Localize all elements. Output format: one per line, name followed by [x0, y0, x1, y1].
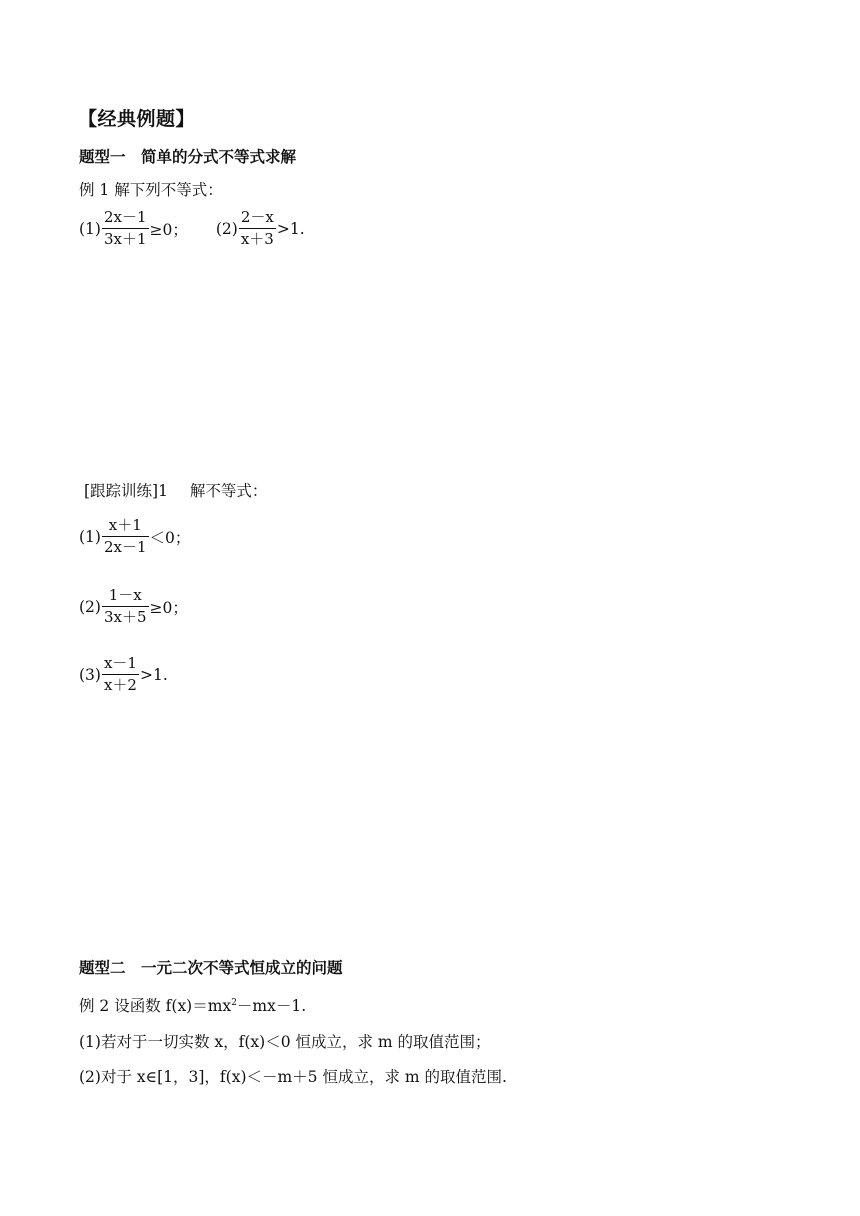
- practice1-item3: [79, 656, 168, 693]
- practice1-item1-denominator: 2x－1: [103, 538, 147, 556]
- example1-text: 解下列不等式：: [114, 181, 223, 199]
- example1-item1-index: (1): [79, 219, 101, 238]
- example1-items: [79, 210, 305, 247]
- example1-label: 例 1: [79, 181, 110, 199]
- practice1-item3-relation: >1.: [139, 665, 168, 684]
- practice1-text: 解不等式：: [189, 482, 268, 500]
- example2-function-pre: 设函数 f(x)＝mx: [114, 997, 232, 1015]
- example1-item2-denominator: x＋3: [240, 230, 274, 248]
- practice1-prompt: [84, 479, 267, 501]
- example2-label: 例 2: [79, 997, 110, 1015]
- practice1-item2-denominator: 3x＋5: [103, 608, 147, 626]
- section-title: 【经典例题】: [78, 108, 196, 130]
- practice1-item2-numerator: 1－x: [108, 586, 142, 604]
- type1-title: 题型一 简单的分式不等式求解: [79, 148, 297, 166]
- example2-question2: (2)对于 x∈[1，3]，f(x)＜－m＋5 恒成立，求 m 的取值范围.: [79, 1068, 507, 1086]
- example1-item2-fraction: [239, 210, 276, 247]
- practice1-item3-index: (3): [79, 665, 101, 684]
- practice1-item1-numerator: x＋1: [108, 516, 142, 534]
- practice1-item1-relation: ＜0；: [149, 528, 191, 547]
- example1-prompt: [79, 178, 223, 200]
- example2-function-exponent: 2: [231, 997, 237, 1008]
- example1-item2-relation: >1.: [276, 219, 305, 238]
- practice1-item3-fraction: [102, 656, 139, 693]
- practice1-item2: [79, 588, 188, 625]
- example1-item1-denominator: 3x＋1: [103, 230, 147, 248]
- example1-item1-numerator: 2x－1: [103, 208, 147, 226]
- practice1-item1-index: (1): [79, 527, 101, 546]
- practice1-item2-fraction: [102, 588, 149, 625]
- example1-item2-numerator: 2－x: [240, 208, 274, 226]
- practice1-label: [跟踪训练]1: [84, 482, 168, 500]
- example1-item1-fraction: [102, 210, 149, 247]
- practice1-item1-fraction: [102, 518, 149, 555]
- example2-function-post: －mx－1.: [236, 997, 307, 1015]
- practice1-item3-numerator: x－1: [103, 654, 137, 672]
- example1-item2-index: (2): [215, 219, 238, 238]
- example2-prompt: [79, 994, 306, 1016]
- practice1-item2-relation: ≥0；: [149, 598, 188, 617]
- practice1-item1: [79, 518, 190, 555]
- example2-question1: (1)若对于一切实数 x，f(x)＜0 恒成立，求 m 的取值范围；: [79, 1033, 491, 1051]
- practice1-item3-denominator: x＋2: [103, 676, 137, 694]
- type2-title: 题型二 一元二次不等式恒成立的问题: [79, 959, 343, 977]
- practice1-item2-index: (2): [79, 597, 101, 616]
- example1-item1-relation: ≥0；: [149, 220, 188, 239]
